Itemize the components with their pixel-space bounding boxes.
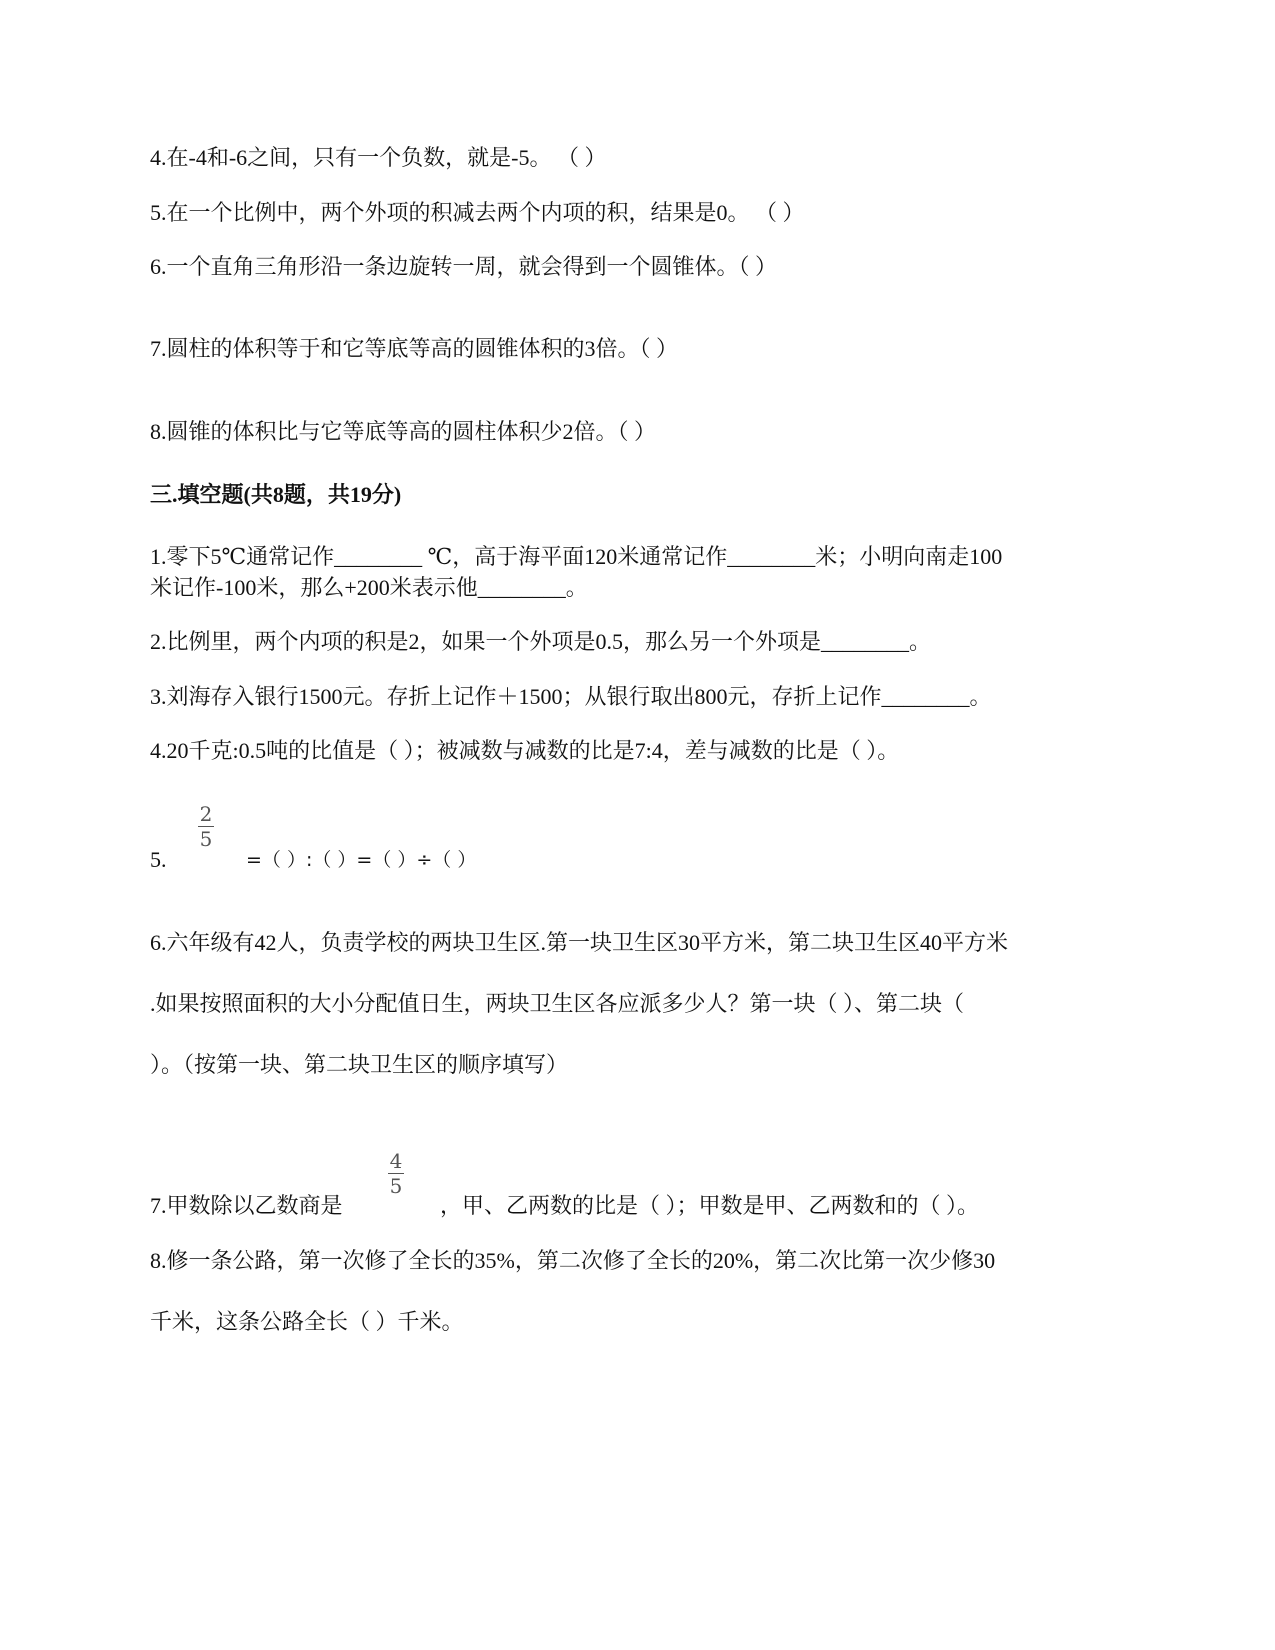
fill-q3: 3.刘海存入银行1500元。存折上记作＋1500；从银行取出800元，存折上记作________。 <box>150 684 992 709</box>
judgement-q6: 6.一个直角三角形沿一条边旋转一周，就会得到一个圆锥体。（ ） <box>150 254 778 279</box>
judgement-q5: 5.在一个比例中，两个外项的积减去两个内项的积，结果是0。 （ ） <box>150 200 805 225</box>
fill-q1-line1: 1.零下5℃通常记作________ ℃，高于海平面120米通常记作________米；小明向南走100 <box>150 544 1003 569</box>
fill-q6-line2: .如果按照面积的大小分配值日生，两块卫生区各应派多少人？第一块（ ）、第二块（ <box>150 991 965 1016</box>
fill-q5-rest: =（ ）:（ ）=（ ）÷（ ） <box>246 849 477 871</box>
judgement-q7: 7.圆柱的体积等于和它等底等高的圆锥体积的3倍。（ ） <box>150 336 679 361</box>
fill-q7-start: 7.甲数除以乙数商是 <box>150 1193 343 1218</box>
fraction-denominator: 5 <box>389 1174 403 1198</box>
fill-q6-line3: ）。（按第一块、第二块卫生区的顺序填写） <box>150 1052 569 1077</box>
fill-q4: 4.20千克:0.5吨的比值是（ ）；被减数与减数的比是7:4，差与减数的比是（ ）。 <box>150 738 900 763</box>
section-title: 三.填空题(共8题，共19分) <box>150 482 402 507</box>
fill-q2: 2.比例里，两个内项的积是2，如果一个外项是0.5，那么另一个外项是________。 <box>150 629 932 654</box>
judgement-q8: 8.圆锥的体积比与它等底等高的圆柱体积少2倍。（ ） <box>150 419 657 444</box>
fill-q8-line1: 8.修一条公路，第一次修了全长的35%，第二次修了全长的20%，第二次比第一次少修30 <box>150 1248 996 1273</box>
judgement-q4: 4.在-4和-6之间，只有一个负数，就是-5。 （ ） <box>150 145 607 170</box>
fill-q8-line2: 千米，这条公路全长（ ）千米。 <box>150 1309 464 1334</box>
fill-q7-rest: ，甲、乙两数的比是（ ）；甲数是甲、乙两数和的（ ）。 <box>440 1193 980 1218</box>
fill-q6-line1: 6.六年级有42人，负责学校的两块卫生区.第一块卫生区30平方米，第二块卫生区40平方米 <box>150 930 1009 955</box>
fill-q5-number: 5. <box>150 847 167 872</box>
fraction-two-fifths <box>196 803 216 850</box>
fraction-numerator: 4 <box>389 1149 403 1173</box>
fraction-numerator: 2 <box>199 802 213 826</box>
fraction-four-fifths <box>386 1150 406 1197</box>
fraction-denominator: 5 <box>199 827 213 851</box>
fill-q1-line2: 米记作-100米，那么+200米表示他________。 <box>150 575 588 600</box>
